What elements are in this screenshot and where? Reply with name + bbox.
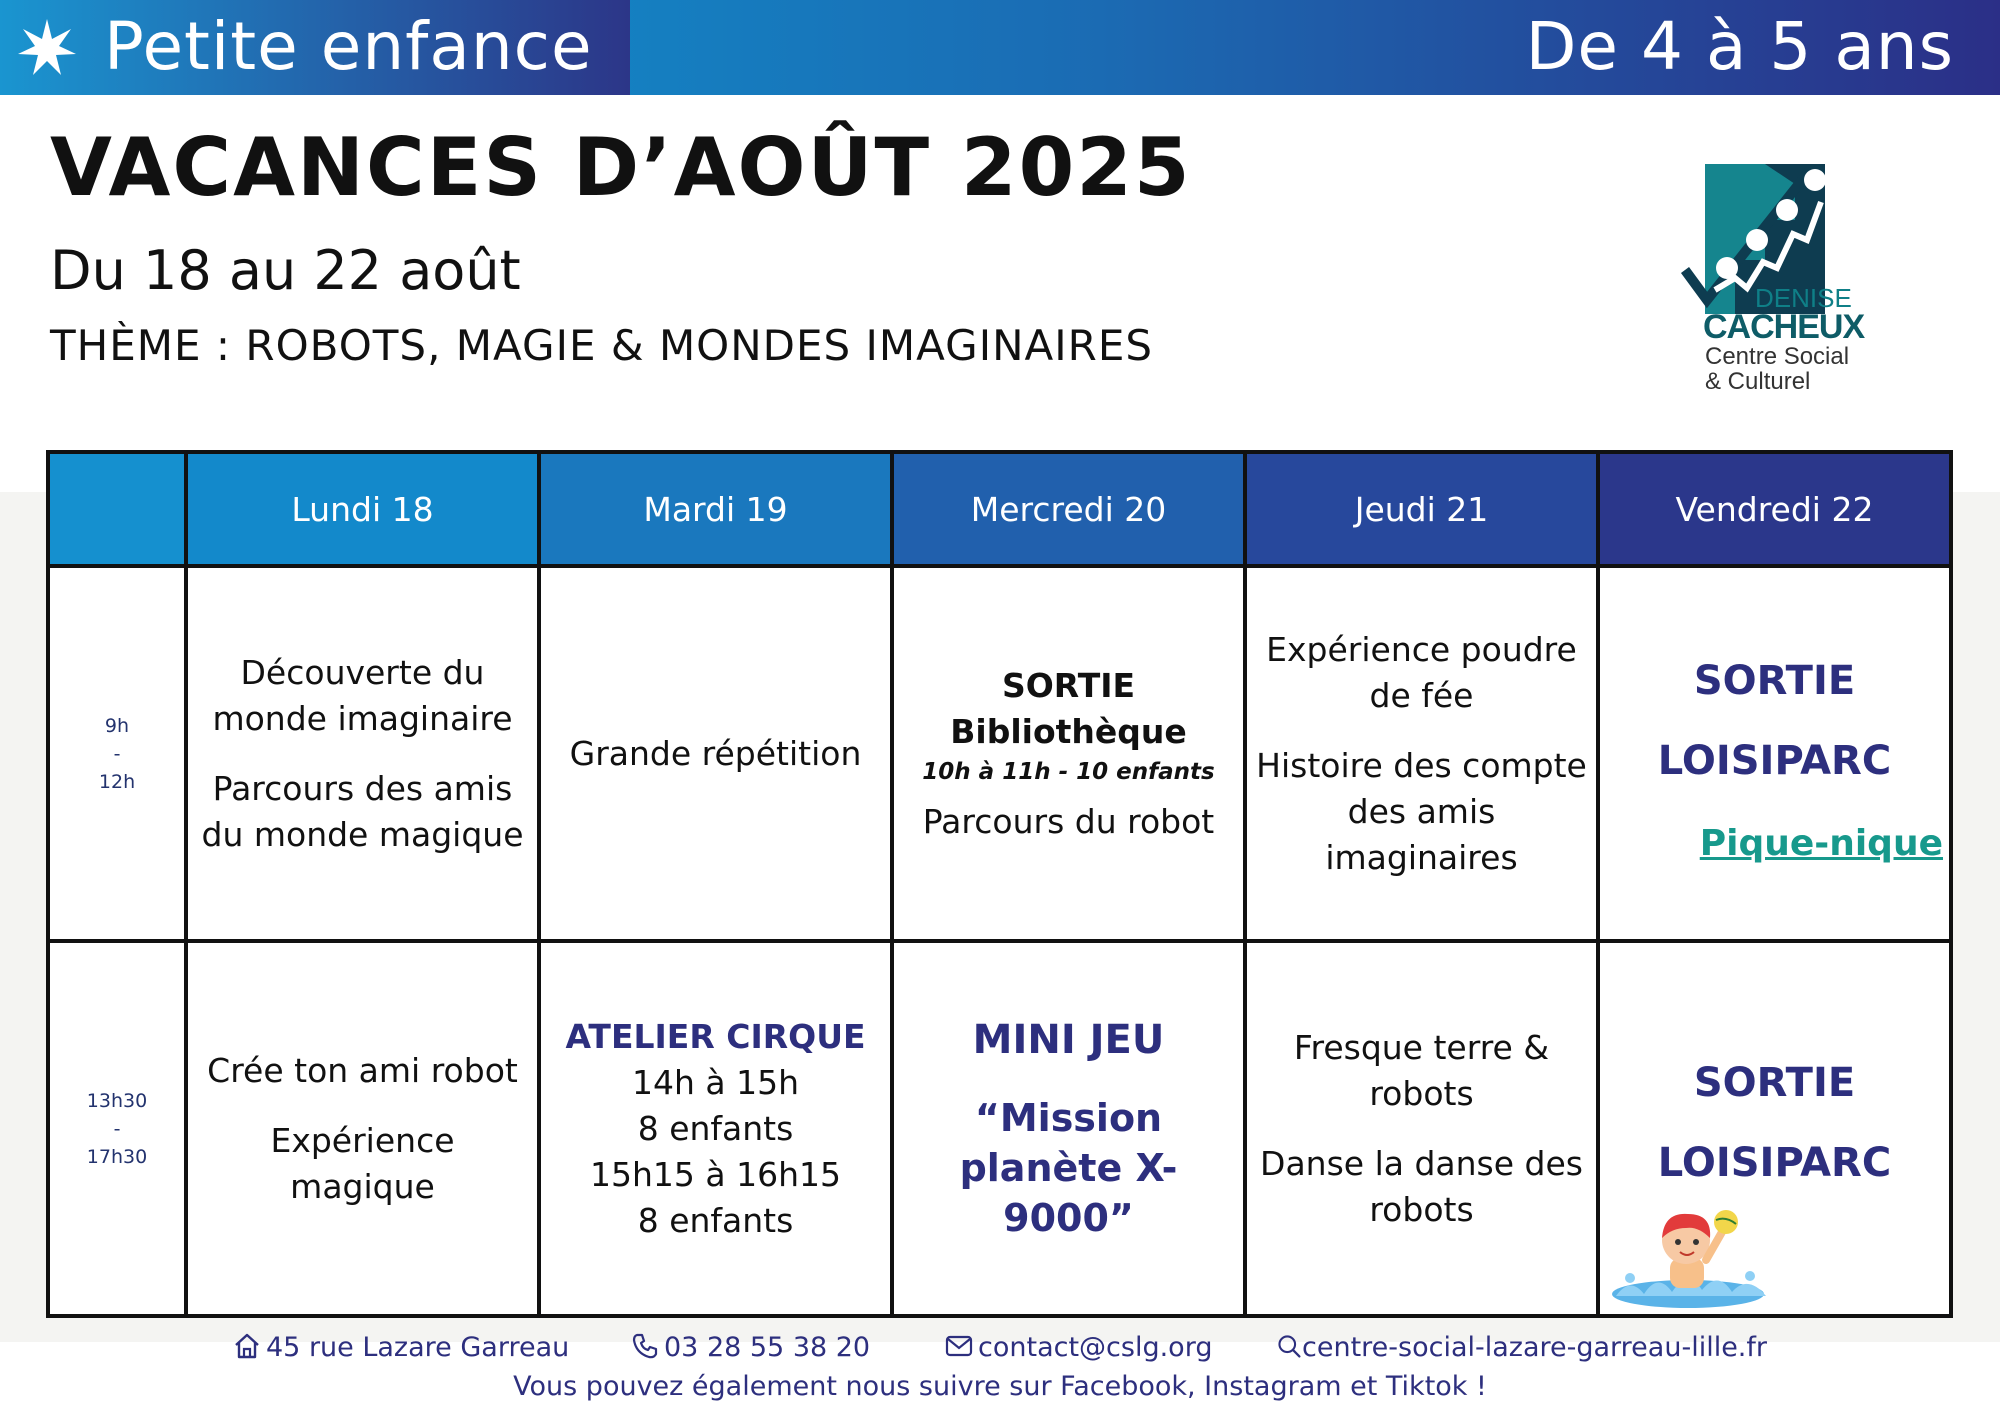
thursday-morning-cell	[1245, 566, 1598, 941]
home-icon	[232, 1331, 262, 1361]
morning-end: 12h	[98, 770, 136, 793]
logo-text-denise: DENISE	[1755, 283, 1852, 313]
outing-place: Bibliothèque	[950, 711, 1187, 751]
activity: Histoire des compte des amis imaginaires	[1256, 745, 1587, 877]
morning-sep: -	[113, 742, 121, 765]
search-icon	[1276, 1331, 1302, 1361]
activity: Grande répétition	[569, 733, 862, 773]
outing-label: SORTIE	[1693, 657, 1856, 704]
website-item[interactable]	[1276, 1331, 1767, 1365]
tuesday-afternoon-cell	[539, 941, 892, 1316]
schedule-header-row	[48, 452, 1951, 566]
swimmer-illustration	[1610, 1198, 1780, 1313]
afternoon-end: 17h30	[86, 1145, 148, 1168]
contact-line	[0, 1325, 2000, 1371]
date-range: Du 18 au 22 août	[50, 239, 521, 302]
weekly-schedule-table	[46, 450, 1953, 1318]
outing-details: 10h à 11h - 10 enfants	[922, 758, 1215, 785]
logo-text-centre-social: Centre Social	[1705, 343, 1850, 370]
game-subtitle: “Mission planète X-9000”	[959, 1095, 1178, 1240]
day-header-wednesday: Mercredi 20	[892, 452, 1245, 566]
theme-line: THÈME : ROBOTS, MAGIE & MONDES IMAGINAIRES	[50, 321, 1154, 370]
activity: Expérience magique	[270, 1120, 455, 1206]
outing-place: LOISIPARC	[1657, 737, 1892, 784]
monday-afternoon-cell	[186, 941, 539, 1316]
phone-item[interactable]	[630, 1331, 870, 1365]
address-item	[232, 1331, 569, 1365]
email-item[interactable]	[944, 1331, 1212, 1365]
phone-icon	[630, 1331, 660, 1361]
corner-cell	[48, 452, 186, 566]
email-text: contact@cslg.org	[978, 1332, 1213, 1363]
activity: Expérience poudre de fée	[1266, 629, 1577, 715]
day-header-thursday: Jeudi 21	[1245, 452, 1598, 566]
morning-time-slot	[48, 566, 186, 941]
social-media-line: Vous pouvez également nous suivre sur Facebook, Instagram et Tiktok !	[513, 1371, 1487, 1402]
page-title: VACANCES D’AOÛT 2025	[50, 121, 1192, 214]
afternoon-sep: -	[113, 1117, 121, 1140]
activity: Fresque terre & robots	[1293, 1027, 1550, 1113]
session-time: 15h15 à 16h15	[590, 1154, 841, 1194]
outing-label: SORTIE	[1001, 665, 1136, 705]
star-icon	[16, 17, 78, 79]
friday-morning-cell	[1598, 566, 1951, 941]
day-header-monday: Lundi 18	[186, 452, 539, 566]
session-time: 14h à 15h	[631, 1062, 799, 1102]
activity: Crée ton ami robot	[207, 1050, 518, 1090]
day-header-tuesday: Mardi 19	[539, 452, 892, 566]
day-header-friday: Vendredi 22	[1598, 452, 1951, 566]
address-text: 45 rue Lazare Garreau	[266, 1332, 570, 1363]
activity: Découverte du monde imaginaire	[212, 652, 513, 738]
age-range: De 4 à 5 ans	[1525, 8, 1954, 85]
outing-label: SORTIE	[1693, 1060, 1856, 1106]
morning-row	[48, 566, 1951, 941]
phone-text: 03 28 55 38 20	[664, 1332, 871, 1363]
afternoon-time-slot	[48, 941, 186, 1316]
afternoon-start: 13h30	[86, 1089, 148, 1112]
wednesday-morning-cell	[892, 566, 1245, 941]
banner-title: Petite enfance	[104, 8, 593, 85]
outing-place: LOISIPARC	[1657, 1140, 1892, 1186]
workshop-title: ATELIER CIRQUE	[565, 1016, 866, 1056]
game-title: MINI JEU	[972, 1016, 1165, 1063]
session-capacity: 8 enfants	[637, 1200, 794, 1240]
session-capacity: 8 enfants	[637, 1108, 794, 1148]
logo-text-cacheux: CACHEUX	[1703, 308, 1865, 346]
tuesday-morning-cell	[539, 566, 892, 941]
morning-start: 9h	[104, 714, 130, 737]
picnic-label: Pique-nique	[1699, 822, 1943, 864]
mail-icon	[944, 1331, 974, 1361]
logo-text-culturel: & Culturel	[1705, 368, 1811, 395]
activity: Danse la danse des robots	[1260, 1143, 1583, 1229]
wednesday-afternoon-cell	[892, 941, 1245, 1316]
activity: Parcours des amis du monde magique	[201, 768, 524, 854]
footer	[0, 1325, 2000, 1414]
website-text: centre-social-lazare-garreau-lille.fr	[1302, 1332, 1767, 1363]
monday-morning-cell	[186, 566, 539, 941]
thursday-afternoon-cell	[1245, 941, 1598, 1316]
activity: Parcours du robot	[922, 801, 1215, 841]
